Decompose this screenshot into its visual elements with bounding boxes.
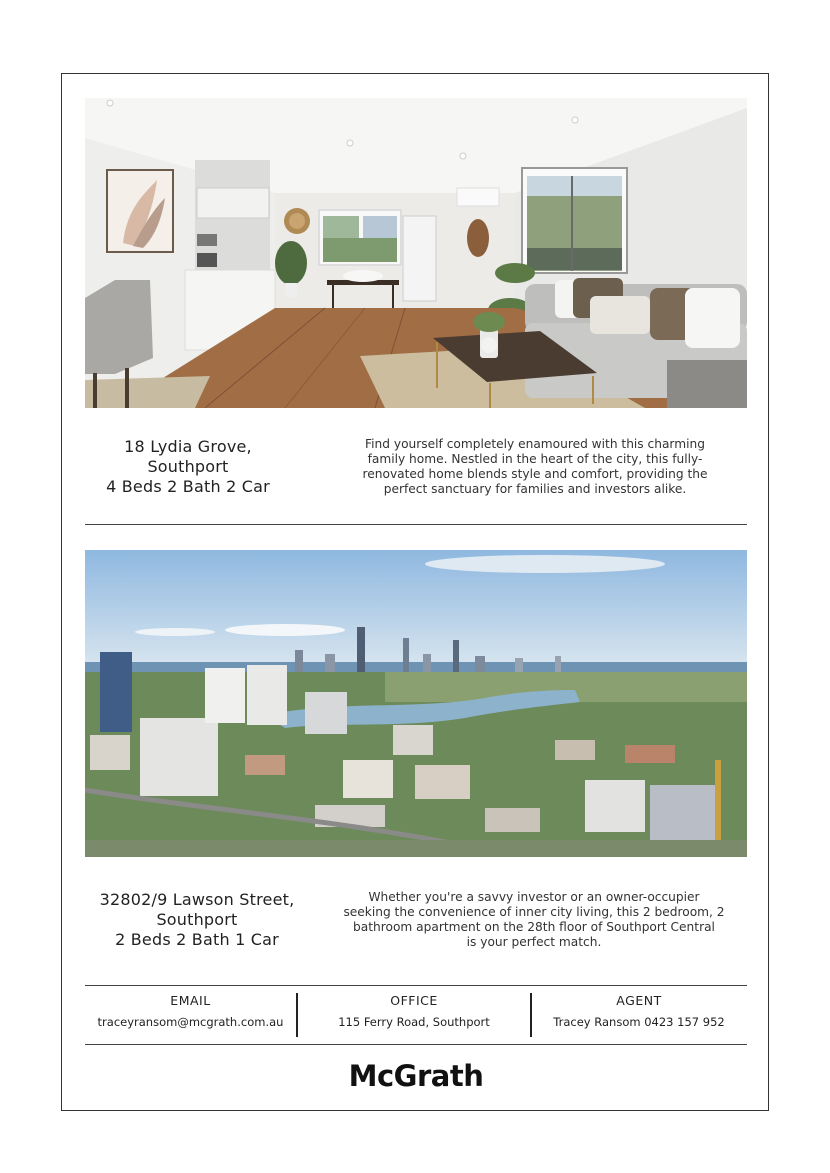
listing2-description-line: is your perfect match. <box>466 935 602 949</box>
listing2-address <box>86 890 308 950</box>
agent-name-phone: Tracey Ransom 0423 157 952 <box>553 1015 725 1029</box>
listing1-description-line: renovated home blends style and comfort, providing the <box>362 467 708 481</box>
listing2-description-line: bathroom apartment on the 28th floor of Southport Central <box>353 920 715 934</box>
office-title: OFFICE <box>390 993 438 1008</box>
section-divider <box>85 524 747 525</box>
office-address: 115 Ferry Road, Southport <box>338 1015 490 1029</box>
listing1-address <box>86 437 290 497</box>
listing2-street: 32802/9 Lawson Street, <box>99 890 295 909</box>
listing2-suburb: Southport <box>156 910 238 929</box>
contact-bottom-rule <box>85 1044 747 1045</box>
agent-title: AGENT <box>616 993 662 1008</box>
listing1-description <box>330 437 740 497</box>
contact-top-rule <box>85 985 747 986</box>
listing1-description-line: family home. Nestled in the heart of the city, this fully- <box>367 452 703 466</box>
listing2-features: 2 Beds 2 Bath 1 Car <box>115 930 279 949</box>
listing2-description <box>322 890 746 950</box>
listing2-photo <box>85 550 747 857</box>
listing1-suburb: Southport <box>147 457 229 476</box>
email-link[interactable]: traceyransom@mcgrath.com.au <box>97 1015 284 1029</box>
listing1-street: 18 Lydia Grove, <box>124 437 252 456</box>
mcgrath-logo: McGrath <box>348 1059 484 1093</box>
listing1-description-line: perfect sanctuary for families and investors alike. <box>383 482 687 496</box>
listing2-description-line: seeking the convenience of inner city living, this 2 bedroom, 2 <box>343 905 725 919</box>
email-title: EMAIL <box>170 993 211 1008</box>
listing1-photo <box>85 98 747 408</box>
listing1-features: 4 Beds 2 Bath 2 Car <box>106 477 270 496</box>
listing2-description-line: Whether you're a savvy investor or an owner-occupier <box>368 890 700 904</box>
listing1-description-line: Find yourself completely enamoured with this charming <box>365 437 705 451</box>
